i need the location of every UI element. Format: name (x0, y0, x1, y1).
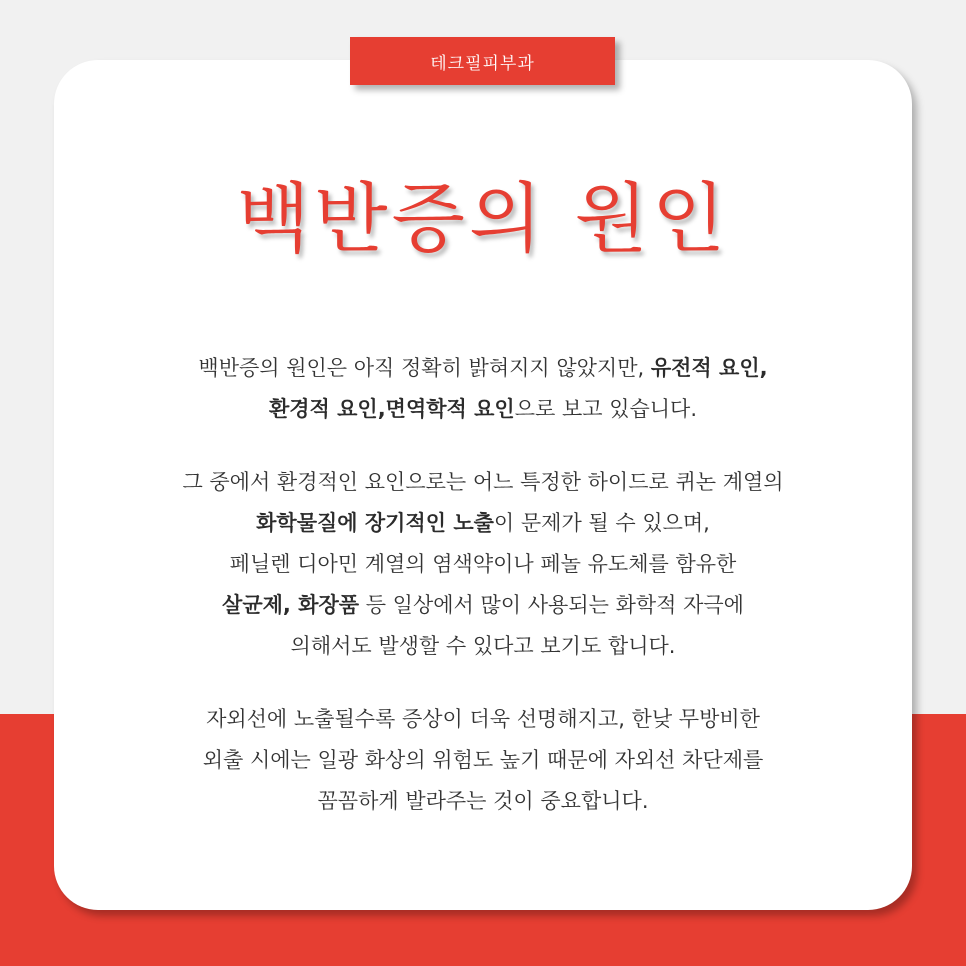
clinic-name-tag: 테크필피부과 (350, 37, 615, 85)
page-title: 백반증의 원인 (236, 174, 730, 263)
text-line: 외출 시에는 일광 화상의 위험도 높기 때문에 자외선 차단제를 (202, 748, 764, 772)
text-line: 살균제, 화장품 등 일상에서 많이 사용되는 화학적 자극에 (222, 593, 744, 617)
text-line: 의해서도 발생할 수 있다고 보기도 합니다. (290, 634, 676, 658)
text-line: 페닐렌 디아민 계열의 염색약이나 페놀 유도체를 함유한 (229, 552, 737, 576)
body-text (54, 348, 912, 822)
text-line: 꼼꼼하게 발라주는 것이 중요합니다. (317, 789, 649, 813)
paragraph-causes (54, 348, 912, 430)
paragraph-environmental-factors (54, 462, 912, 667)
text-line: 백반증의 원인은 아직 정확히 밝혀지지 않았지만, 유전적 요인, (198, 356, 768, 380)
paragraph-uv-advice (54, 699, 912, 822)
text-line: 화학물질에 장기적인 노출이 문제가 될 수 있으며, (256, 511, 710, 535)
text-line: 자외선에 노출될수록 증상이 더욱 선명해지고, 한낮 무방비한 (206, 707, 760, 731)
text-line: 환경적 요인,면역학적 요인으로 보고 있습니다. (268, 397, 698, 421)
text-line: 그 중에서 환경적인 요인으로는 어느 특정한 하이드로 퀴논 계열의 (182, 470, 784, 494)
